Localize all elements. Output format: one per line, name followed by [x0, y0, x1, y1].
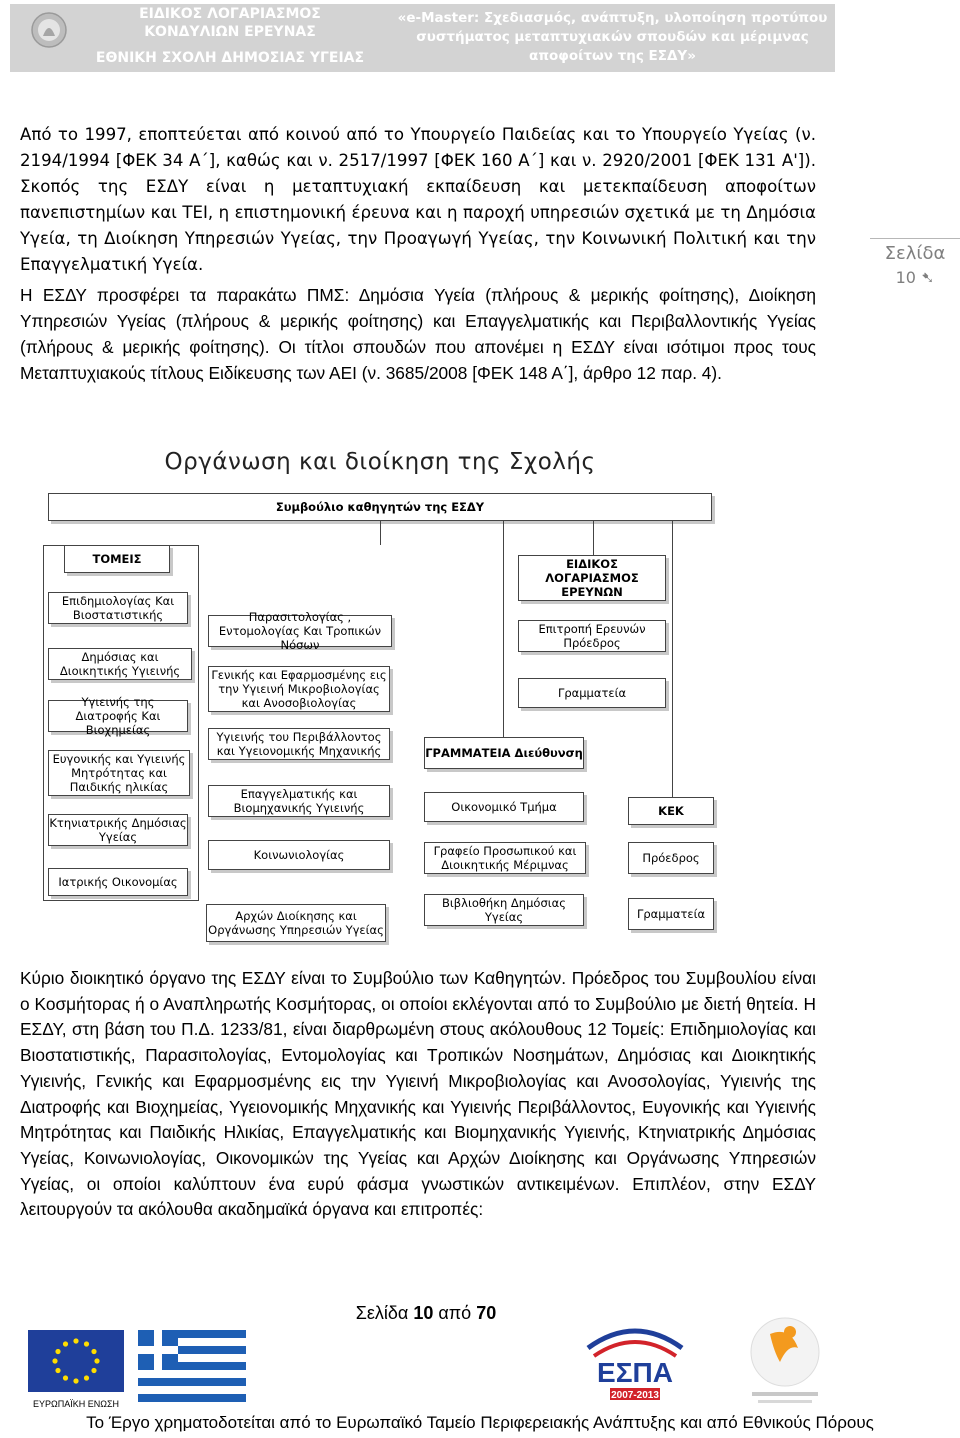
page-prefix: Σελίδα	[355, 1303, 414, 1323]
grammateia-header: ΓΡΑΜΜΑΤΕΙΑ Διεύθυνση	[424, 737, 584, 769]
tomeas-box: Ιατρικής Οικονομίας	[48, 868, 188, 896]
funding-note: Το Έργο χρηματοδοτείται από το Ευρωπαϊκό Ταμείο Περιφερειακής Ανάπτυξης και από Εθνικούς Πόρους	[86, 1413, 874, 1432]
tomeas-box: Γενικής και Εφαρμοσμένης εις την Υγιεινή Μικροβιολογίας και Ανοσοβιολογίας	[208, 666, 390, 712]
espa-logo-icon	[580, 1318, 690, 1404]
espa-logo	[580, 1318, 690, 1404]
tomeas-box: Υγιεινής της Διατροφής Και Βιοχημείας	[48, 700, 188, 732]
header-right-line-3: αποφοίτων της ΕΣΔΥ»	[529, 48, 696, 64]
greek-flag-icon	[138, 1330, 246, 1402]
tomeas-box: Κοινωνιολογίας	[208, 840, 390, 870]
digital-greece-logo-icon	[730, 1314, 840, 1410]
header-right-line-1: «e-Master: Σχεδιασμός, ανάπτυξη, υλοποίηση προτύπου	[397, 10, 828, 26]
header-left-line-3: ΕΘΝΙΚΗ ΣΧΟΛΗ ΔΗΜΟΣΙΑΣ ΥΓΕΙΑΣ	[95, 50, 365, 66]
eu-label: ΕΥΡΩΠΑΪΚΗ ΕΝΩΣΗ	[32, 1399, 120, 1409]
header-left-line-2: ΚΟΝΔΥΛΙΩΝ ΕΡΕΥΝΑΣ	[144, 24, 316, 40]
elke-header: ΕΙΔΙΚΟΣ ΛΟΓΑΡΙΑΣΜΟΣ ΕΡΕΥΝΩΝ	[518, 555, 666, 601]
org-chart-title: Οργάνωση και διοίκηση της Σχολής	[164, 449, 596, 475]
elke-box: Επιτροπή Ερευνών Πρόεδρος	[518, 620, 666, 652]
org-top-council: Συμβούλιο καθηγητών της ΕΣΔΥ	[48, 493, 712, 521]
connector	[503, 521, 504, 737]
kek-box: Γραμματεία	[628, 898, 714, 930]
espa-years: 2007-2013	[611, 1390, 659, 1401]
page-mid: από	[433, 1303, 477, 1323]
eu-flag-icon	[28, 1330, 124, 1392]
grammateia-box: Βιβλιοθήκη Δημόσιας Υγείας	[424, 894, 584, 926]
tomeas-box: Παρασιτολογίας , Εντομολογίας Και Τροπικών Νόσων	[208, 615, 392, 647]
header-left-line-1: ΕΙΔΙΚΟΣ ΛΟΓΑΡΙΑΣΜΟΣ	[139, 6, 321, 22]
kek-header: ΚΕΚ	[628, 797, 714, 825]
grammateia-box: Οικονομικό Τμήμα	[424, 792, 584, 822]
page-number	[0, 1303, 852, 1324]
connector	[593, 521, 594, 555]
tomeas-box: Δημόσιας και Διοικητικής Υγιεινής	[48, 648, 192, 680]
connector	[380, 521, 381, 545]
page-current: 10	[413, 1303, 434, 1323]
connector	[672, 521, 673, 797]
tomeis-header: ΤΟΜΕΙΣ	[64, 545, 170, 573]
programmes-paragraph: Η ΕΣΔΥ προσφέρει τα παρακάτω ΠΜΣ: Δημόσια Υγεία (πλήρους & μερικής φοίτησης), Διοίκηση Υπηρεσιών Υγείας (πλήρους & μερικής φοίτησης) και Επαγγελματικής και Περιβαλλοντικής Υγείας (πλήρους & μερικής φοίτησης). Οι τίτλοι σπουδών που απονέμει η ΕΣΔΥ είναι ισότιμοι προς τους Μεταπτυχιακούς τίτλους Ειδίκευσης των ΑΕΙ (ν. 3685/2008 [ΦΕΚ 148 Α΄], άρθρο 12 παρ. 4).	[20, 285, 816, 383]
kek-box: Πρόεδρος	[628, 842, 714, 874]
tomeas-box: Επιδημιολογίας Και Βιοστατιστικής	[48, 592, 188, 624]
espa-text: ΕΣΠΑ	[597, 1357, 673, 1388]
tomeas-box: Επαγγελματικής και Βιομηχανικής Υγιεινής	[208, 785, 390, 817]
grammateia-box: Γραφείο Προσωπικού και Διοικητικής Μέριμνας	[424, 842, 586, 874]
intro-paragraph: Από το 1997, εποπτεύεται από κοινού από το Υπουργείο Παιδείας και το Υπουργείο Υγείας (ν. 2194/1994 [ΦΕΚ 34 Α΄], καθώς και ν. 2517/1997 [ΦΕΚ 160 Α΄] και ν. 2920/2001 [ΦΕΚ 131 Α']). Σκοπός της ΕΣΔΥ είναι η μεταπτυχιακή εκπαίδευση και μετεκπαίδευση αποφοίτων πανεπιστημίων και ΤΕΙ, η επιστημονική έρευνα και η παροχή υπηρεσιών σχετικά με τη Δημόσια Υγεία, τη Διοίκηση Υπηρεσιών Υγείας, την Προαγωγή Υγείας, την Κοινωνική Πολιτική και την Επαγγελματική Υγεία.	[20, 125, 816, 274]
side-page-marker	[870, 238, 960, 287]
header-banner	[10, 4, 835, 72]
side-page-number: 10	[895, 268, 916, 287]
side-page-label: Σελίδα	[884, 243, 946, 264]
elke-box: Γραμματεία	[518, 678, 666, 708]
council-paragraph: Κύριο διοικητικό όργανο της ΕΣΔΥ είναι το Συμβούλιο των Καθηγητών. Πρόεδρος του Συμβουλίου είναι ο Κοσμήτορας ή ο Αναπληρωτής Κοσμήτορας, οι οποίοι εκλέγονται από το Συμβούλιο με διετή θητεία. Η ΕΣΔΥ, στη βάση του Π.Δ. 1233/81, είναι διαρθρωμένη στους ακόλουθους 12 Τομείς: Επιδημιολογίας και Βιοστατιστικής, Παρασιτολογίας, Εντομολογίας και Τροπικών Νοσημάτων, Δημόσιας και Διοικητικής Υγιεινής, Γενικής και Εφαρμοσμένης εις την Υγιεινή Μικροβιολογίας και Ανοσολογίας, Υγιεινής της Διατροφής και Βιοχημείας, Υγειονομικής Μηχανικής και Υγιεινής Περιβάλλοντος, Ευγονικής και Υγιεινής Μητρότητας και Παιδικής Ηλικίας, Επαγγελματικής και Βιομηχανικής Υγιεινής, Κτηνιατρικής Δημόσιας Υγείας, Κοινωνιολογίας, Οικονομικών της Υγείας και Αρχών Διοίκησης και Οργάνωσης Υπηρεσιών Υγείας, οι οποίοι καλύπτουν ένα ευρύ φάσμα γνωστικών αντικειμένων. Επιπλέον, στην ΕΣΔΥ λειτουργούν τα ακόλουθα ακαδημαϊκά όργανα και επιτροπές:	[20, 968, 816, 1220]
header-right-line-2: συστήματος μεταπτυχιακών σπουδών και μέριμνας	[416, 29, 809, 45]
tomeas-box: Αρχών Διοίκησης και Οργάνωσης Υπηρεσιών Υγείας	[206, 904, 386, 942]
tomeas-box: Ευγονικής και Υγιεινής Μητρότητας και Παιδικής ηλικίας	[48, 750, 190, 796]
eu-logo	[28, 1330, 124, 1408]
page-arrow-icon: ➷	[915, 268, 935, 287]
tomeas-box: Κτηνιατρικής Δημόσιας Υγείας	[49, 816, 187, 844]
school-emblem-icon	[24, 10, 74, 50]
page-total: 70	[476, 1303, 497, 1323]
tomeas-box: Υγιεινής του Περιβάλλοντος και Υγειονομικής Μηχανικής	[208, 728, 390, 760]
